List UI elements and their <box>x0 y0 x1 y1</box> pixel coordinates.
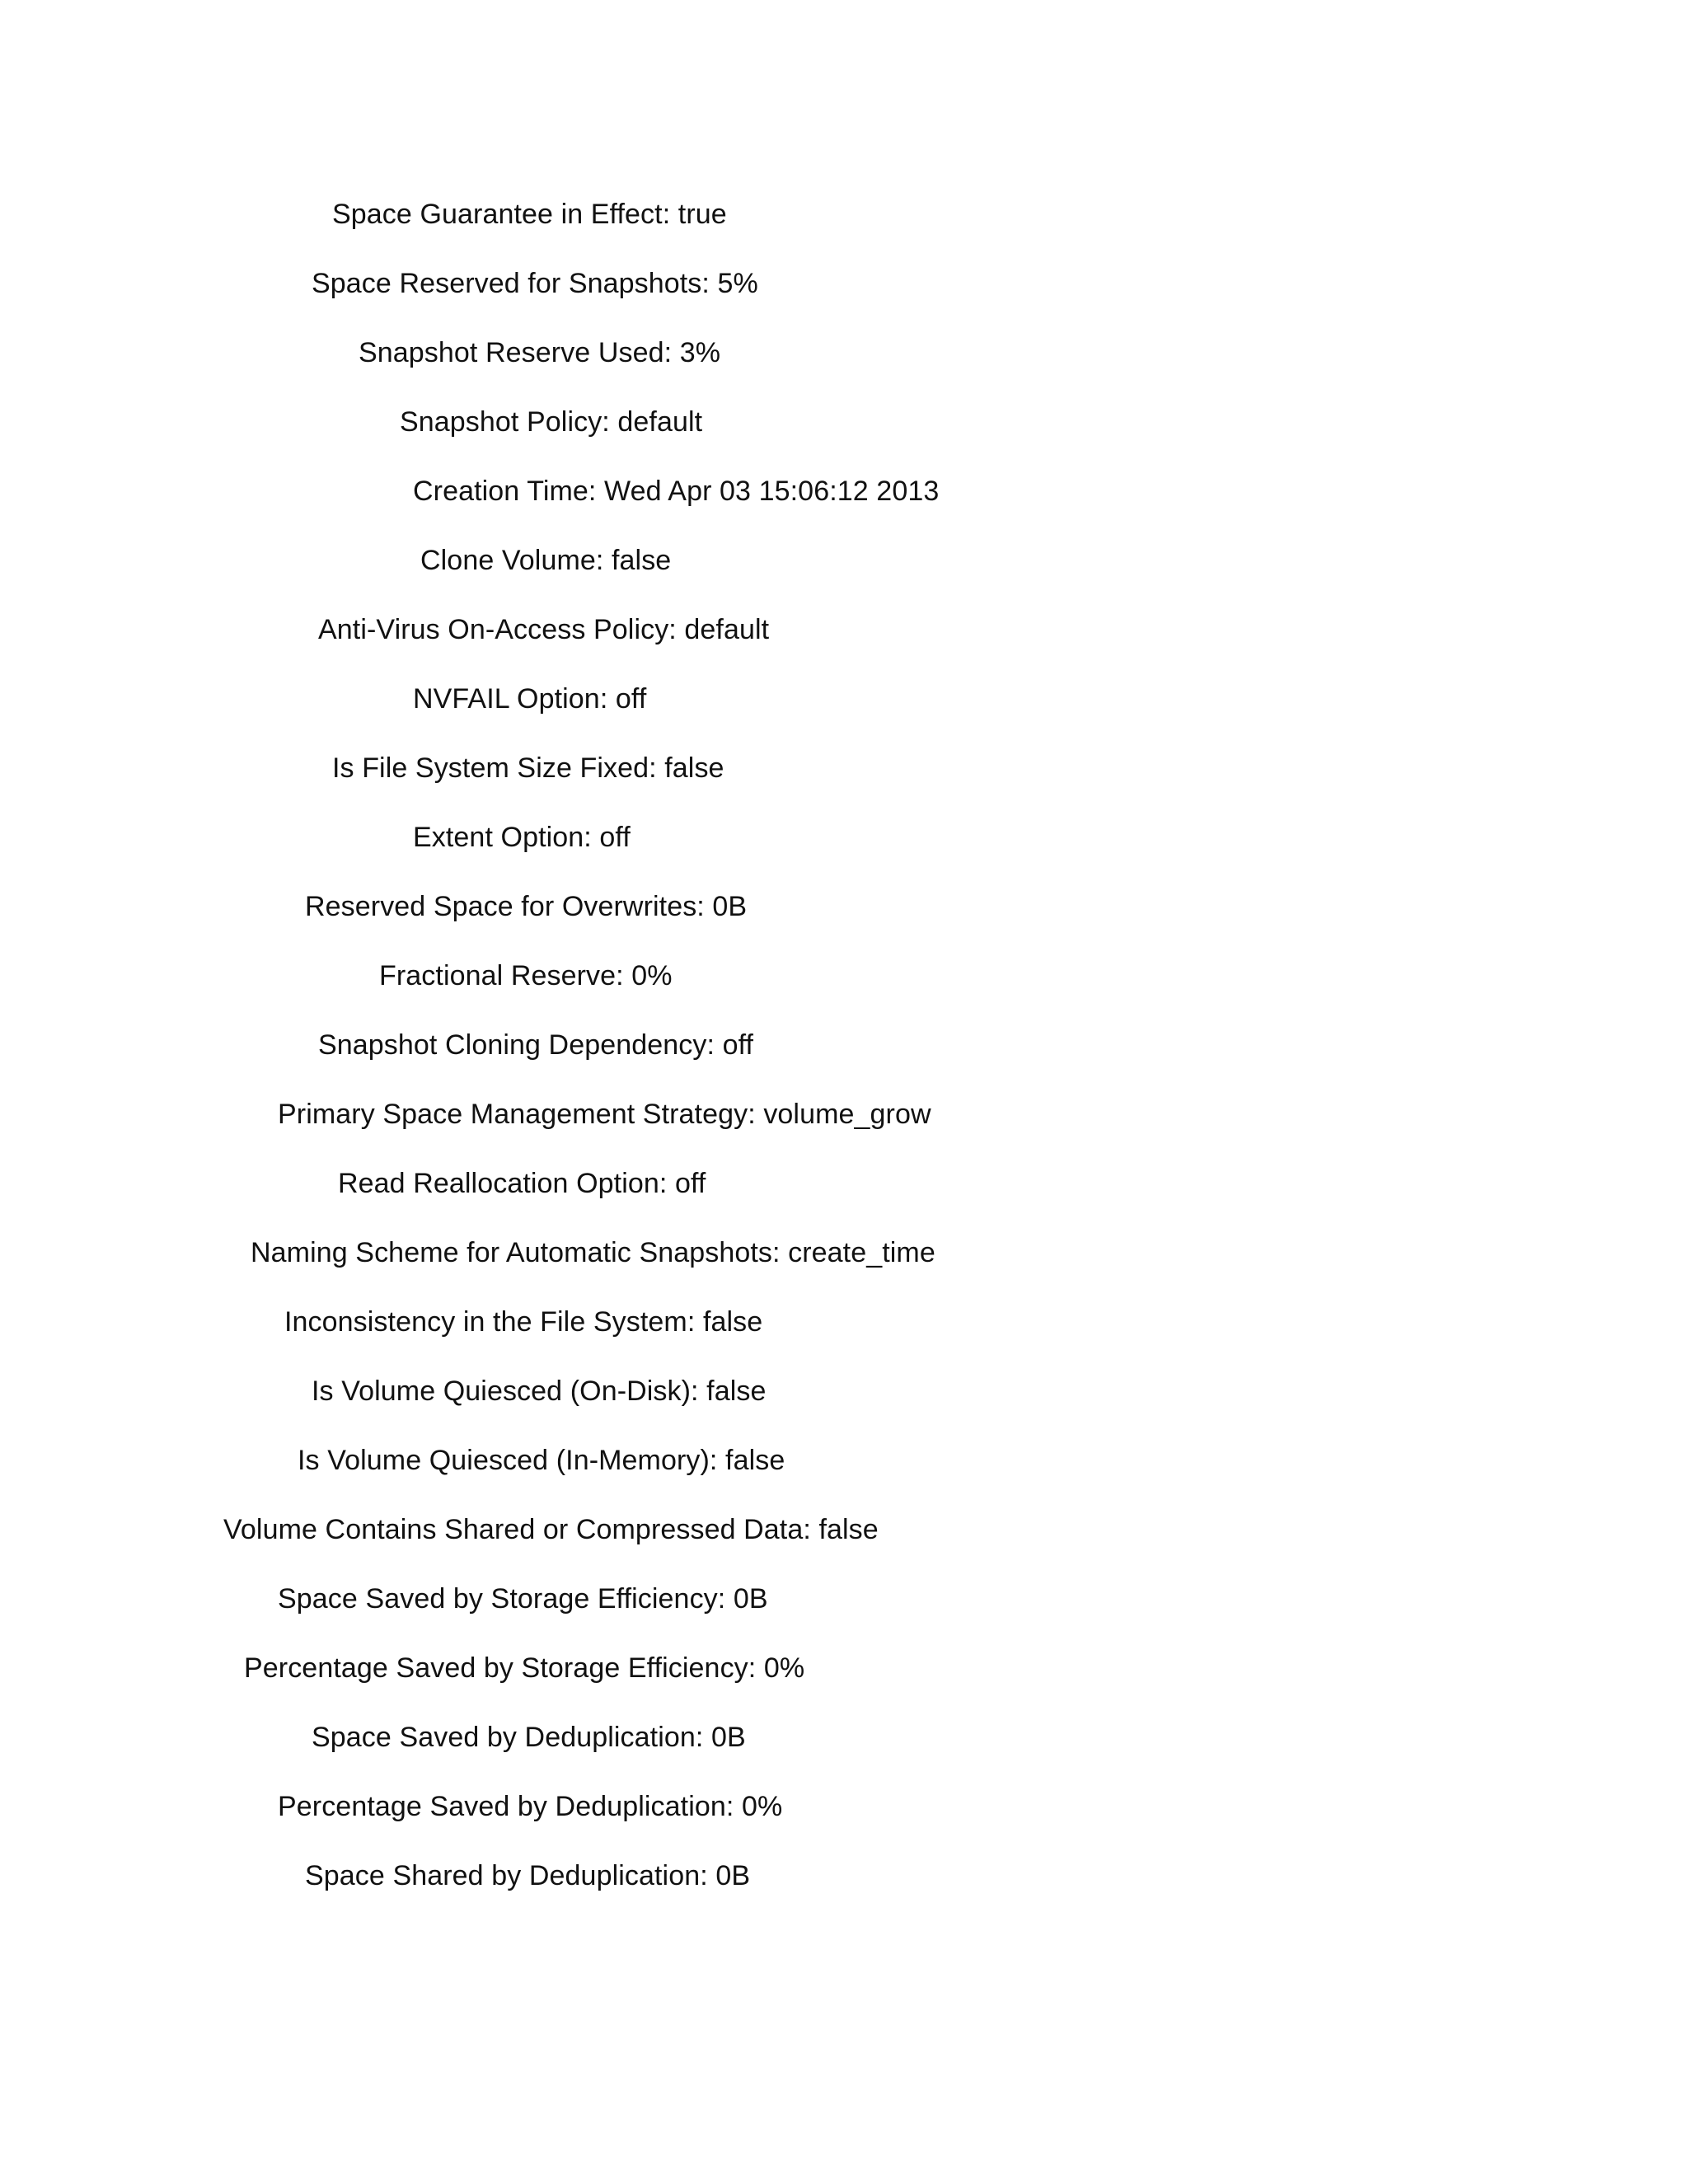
field-label: Space Guarantee in Effect: <box>332 199 671 230</box>
field-row <box>305 1859 750 1892</box>
field-label: Primary Space Management Strategy: <box>278 1099 756 1130</box>
field-value: 0B <box>710 1722 746 1753</box>
field-value: false <box>706 1376 767 1407</box>
field-value: Wed Apr 03 15:06:12 2013 <box>604 476 940 507</box>
field-label: Clone Volume: <box>420 545 604 576</box>
field-value: default <box>684 614 770 645</box>
field-label: Naming Scheme for Automatic Snapshots: <box>251 1237 781 1268</box>
field-row <box>400 405 702 438</box>
field-label: Space Saved by Storage Efficiency: <box>278 1583 726 1615</box>
field-value: create_time <box>788 1237 935 1268</box>
field-label: Is Volume Quiesced (On-Disk): <box>312 1376 699 1407</box>
field-value: 0% <box>631 960 673 991</box>
field-value: 0% <box>763 1652 805 1684</box>
field-label: Read Reallocation Option: <box>338 1168 668 1199</box>
field-row <box>420 544 671 577</box>
field-row <box>332 198 727 231</box>
field-row <box>318 1029 753 1062</box>
field-value: false <box>818 1514 879 1545</box>
field-value: 5% <box>717 268 758 299</box>
field-label: Snapshot Policy: <box>400 406 610 438</box>
field-row <box>223 1513 879 1546</box>
field-value: off <box>722 1029 754 1061</box>
field-label: Space Shared by Deduplication: <box>305 1860 708 1891</box>
field-row <box>278 1582 768 1615</box>
field-row <box>251 1236 935 1269</box>
field-row <box>298 1444 785 1477</box>
field-row <box>278 1790 782 1823</box>
field-value: 3% <box>679 337 721 368</box>
field-value: 0% <box>741 1791 783 1822</box>
field-label: Creation Time: <box>413 476 597 507</box>
field-row <box>413 682 646 715</box>
field-label: Is Volume Quiesced (In-Memory): <box>298 1445 718 1476</box>
field-row <box>318 613 769 646</box>
field-row <box>244 1652 804 1685</box>
field-label: Snapshot Reserve Used: <box>359 337 673 368</box>
field-label: Inconsistency in the File System: <box>284 1306 696 1338</box>
field-row <box>278 1098 931 1131</box>
field-value: false <box>702 1306 763 1338</box>
field-label: Percentage Saved by Deduplication: <box>278 1791 734 1822</box>
field-label: Reserved Space for Overwrites: <box>305 891 705 922</box>
field-value: off <box>674 1168 706 1199</box>
field-label: Extent Option: <box>413 822 592 853</box>
field-value: default <box>617 406 703 438</box>
field-value: 0B <box>733 1583 768 1615</box>
field-row <box>312 1721 746 1754</box>
field-label: Space Saved by Deduplication: <box>312 1722 704 1753</box>
field-value: 0B <box>712 891 748 922</box>
field-label: Percentage Saved by Storage Efficiency: <box>244 1652 757 1684</box>
field-value: off <box>615 683 647 715</box>
field-value: volume_grow <box>763 1099 931 1130</box>
field-value: false <box>611 545 672 576</box>
field-value: 0B <box>715 1860 751 1891</box>
field-label: Anti-Virus On-Access Policy: <box>318 614 677 645</box>
field-label: Volume Contains Shared or Compressed Data: <box>223 1514 811 1545</box>
field-label: Space Reserved for Snapshots: <box>312 268 710 299</box>
field-label: Is File System Size Fixed: <box>332 752 657 784</box>
field-label: Fractional Reserve: <box>379 960 624 991</box>
field-row <box>359 336 720 369</box>
field-row <box>338 1167 706 1200</box>
field-row <box>312 267 758 300</box>
field-row <box>379 959 673 992</box>
field-value: true <box>678 199 727 230</box>
field-label: Snapshot Cloning Dependency: <box>318 1029 715 1061</box>
field-value: off <box>599 822 631 853</box>
field-row <box>332 752 724 785</box>
field-row <box>312 1375 766 1408</box>
field-label: NVFAIL Option: <box>413 683 608 715</box>
field-row <box>284 1305 762 1338</box>
field-value: false <box>725 1445 785 1476</box>
field-row <box>413 475 939 508</box>
field-row <box>305 890 747 923</box>
field-value: false <box>664 752 724 784</box>
field-row <box>413 821 631 854</box>
